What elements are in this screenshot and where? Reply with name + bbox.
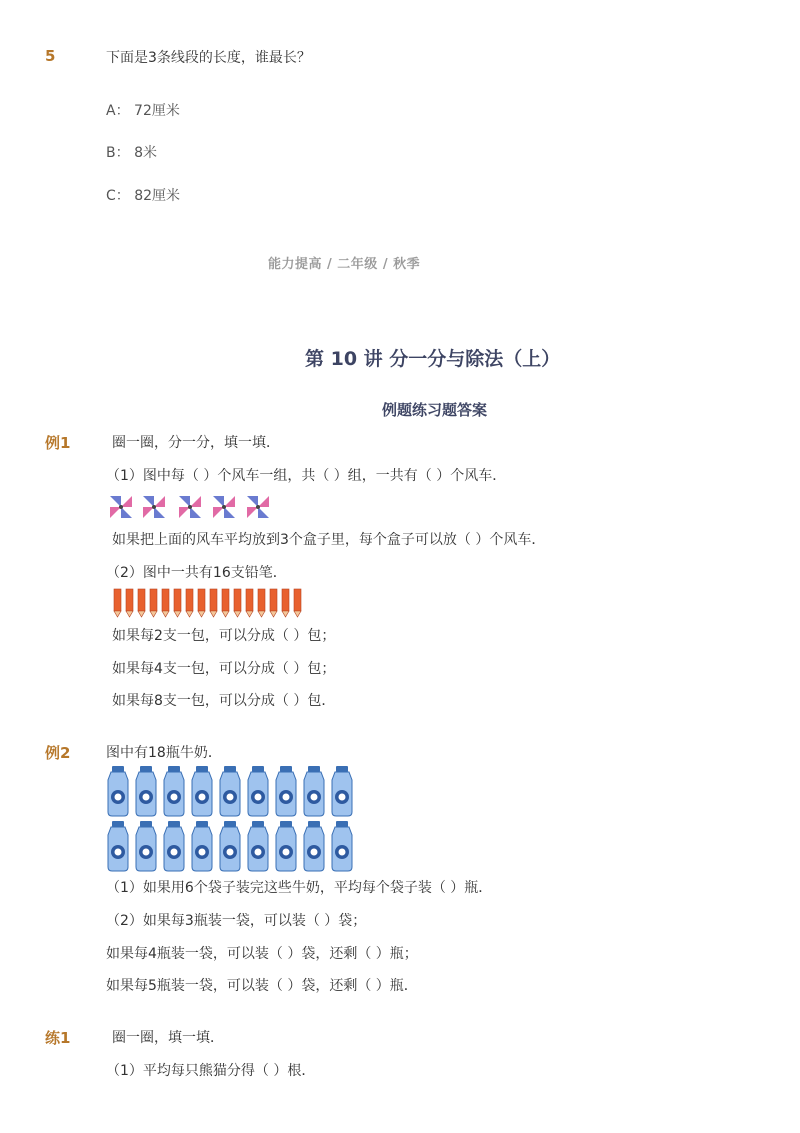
milk-bottle-icon — [192, 766, 212, 816]
example-part-1b: 如果把上面的风车平均放到3个盒子里，每个盒子可以放（ ）个风车． — [112, 532, 546, 548]
pencil-icon — [150, 589, 157, 617]
milk-bottle-icon — [332, 766, 352, 816]
option-b[interactable] — [106, 142, 157, 162]
option-a[interactable] — [106, 100, 180, 120]
milk-bottle-icon — [304, 821, 324, 871]
pencil-icon — [246, 589, 253, 617]
milk-bottle-icon — [192, 821, 212, 871]
example-intro: 图中有18瓶牛奶． — [106, 745, 222, 761]
milk-bottle-icon — [164, 766, 184, 816]
milk-bottles — [106, 766, 358, 872]
lesson-subtitle: 例题练习题答案 — [382, 401, 488, 419]
pinwheel-icon — [143, 496, 165, 518]
example-part-1: （1）如果用6个袋子装完这些牛奶，平均每个袋子装（ ）瓶． — [106, 880, 493, 896]
example-part-2: （2）图中一共有16支铅笔． — [106, 565, 287, 581]
practice-label: 练1 — [45, 1029, 71, 1047]
pencil-group — [112, 587, 302, 619]
pencil-icon — [186, 589, 193, 617]
option-value: 8米 — [134, 145, 157, 161]
milk-bottle-icon — [136, 766, 156, 816]
pencil-icon — [162, 589, 169, 617]
example-line-3: 如果每4瓶装一袋，可以装（ ）袋，还剩（ ）瓶； — [106, 946, 418, 962]
example-intro: 圈一圈，分一分，填一填． — [112, 435, 280, 451]
pencil-icon — [294, 589, 301, 617]
pencil-row — [112, 587, 302, 623]
pencil-icon — [258, 589, 265, 617]
option-value: 72厘米 — [134, 103, 180, 119]
milk-bottle-icon — [332, 821, 352, 871]
question-text: 下面是3条线段的长度，谁最长？ — [106, 50, 311, 66]
example-label: 例2 — [45, 744, 71, 762]
lesson-title: 第 10 讲 分一分与除法（上） — [305, 348, 561, 370]
pinwheel-icon — [213, 496, 235, 518]
pencil-icon — [210, 589, 217, 617]
example-line-4: 如果每5瓶装一袋，可以装（ ）袋，还剩（ ）瓶． — [106, 978, 418, 994]
pencil-icon — [198, 589, 205, 617]
example-part-2: （2）如果每3瓶装一袋，可以装（ ）袋； — [106, 913, 367, 929]
pencil-icon — [174, 589, 181, 617]
option-key: C： — [106, 188, 130, 204]
example-line-3: 如果每8支一包，可以分成（ ）包． — [112, 693, 336, 709]
milk-bottle-icon — [108, 821, 128, 871]
pencil-icon — [114, 589, 121, 617]
option-key: A： — [106, 103, 130, 119]
example-line-2: 如果每4支一包，可以分成（ ）包； — [112, 661, 336, 677]
milk-bottle-icon — [248, 821, 268, 871]
milk-bottle-icon — [248, 766, 268, 816]
milk-bottle-icon — [108, 766, 128, 816]
option-key: B： — [106, 145, 130, 161]
example-part-1: （1）图中每（ ）个风车一组，共（ ）组，一共有（ ）个风车． — [106, 468, 507, 484]
pencil-icon — [138, 589, 145, 617]
milk-bottle-icon — [136, 821, 156, 871]
practice-part-1: （1）平均每只熊猫分得（ ）根． — [106, 1063, 316, 1079]
milk-bottle-icon — [220, 766, 240, 816]
pinwheel-icon — [179, 496, 201, 518]
question-number: 5 — [45, 47, 56, 65]
example-label: 例1 — [45, 434, 71, 452]
milk-bottle-grid — [106, 766, 358, 876]
example-line-1: 如果每2支一包，可以分成（ ）包； — [112, 628, 336, 644]
pencil-icon — [270, 589, 277, 617]
pinwheel-group — [106, 492, 274, 522]
pinwheel-row — [106, 492, 274, 522]
breadcrumb: 能力提高 / 二年级 / 秋季 — [268, 257, 421, 272]
pencil-icon — [282, 589, 289, 617]
milk-bottle-icon — [304, 766, 324, 816]
milk-bottle-icon — [164, 821, 184, 871]
milk-bottle-icon — [220, 821, 240, 871]
pencil-icon — [126, 589, 133, 617]
option-value: 82厘米 — [134, 188, 181, 204]
option-c[interactable] — [106, 185, 180, 205]
milk-bottle-icon — [276, 766, 296, 816]
pencil-icon — [234, 589, 241, 617]
practice-intro: 圈一圈，填一填． — [112, 1030, 224, 1046]
pencil-icon — [222, 589, 229, 617]
milk-bottle-icon — [276, 821, 296, 871]
pinwheel-icon — [110, 496, 132, 518]
pinwheel-icon — [247, 496, 269, 518]
